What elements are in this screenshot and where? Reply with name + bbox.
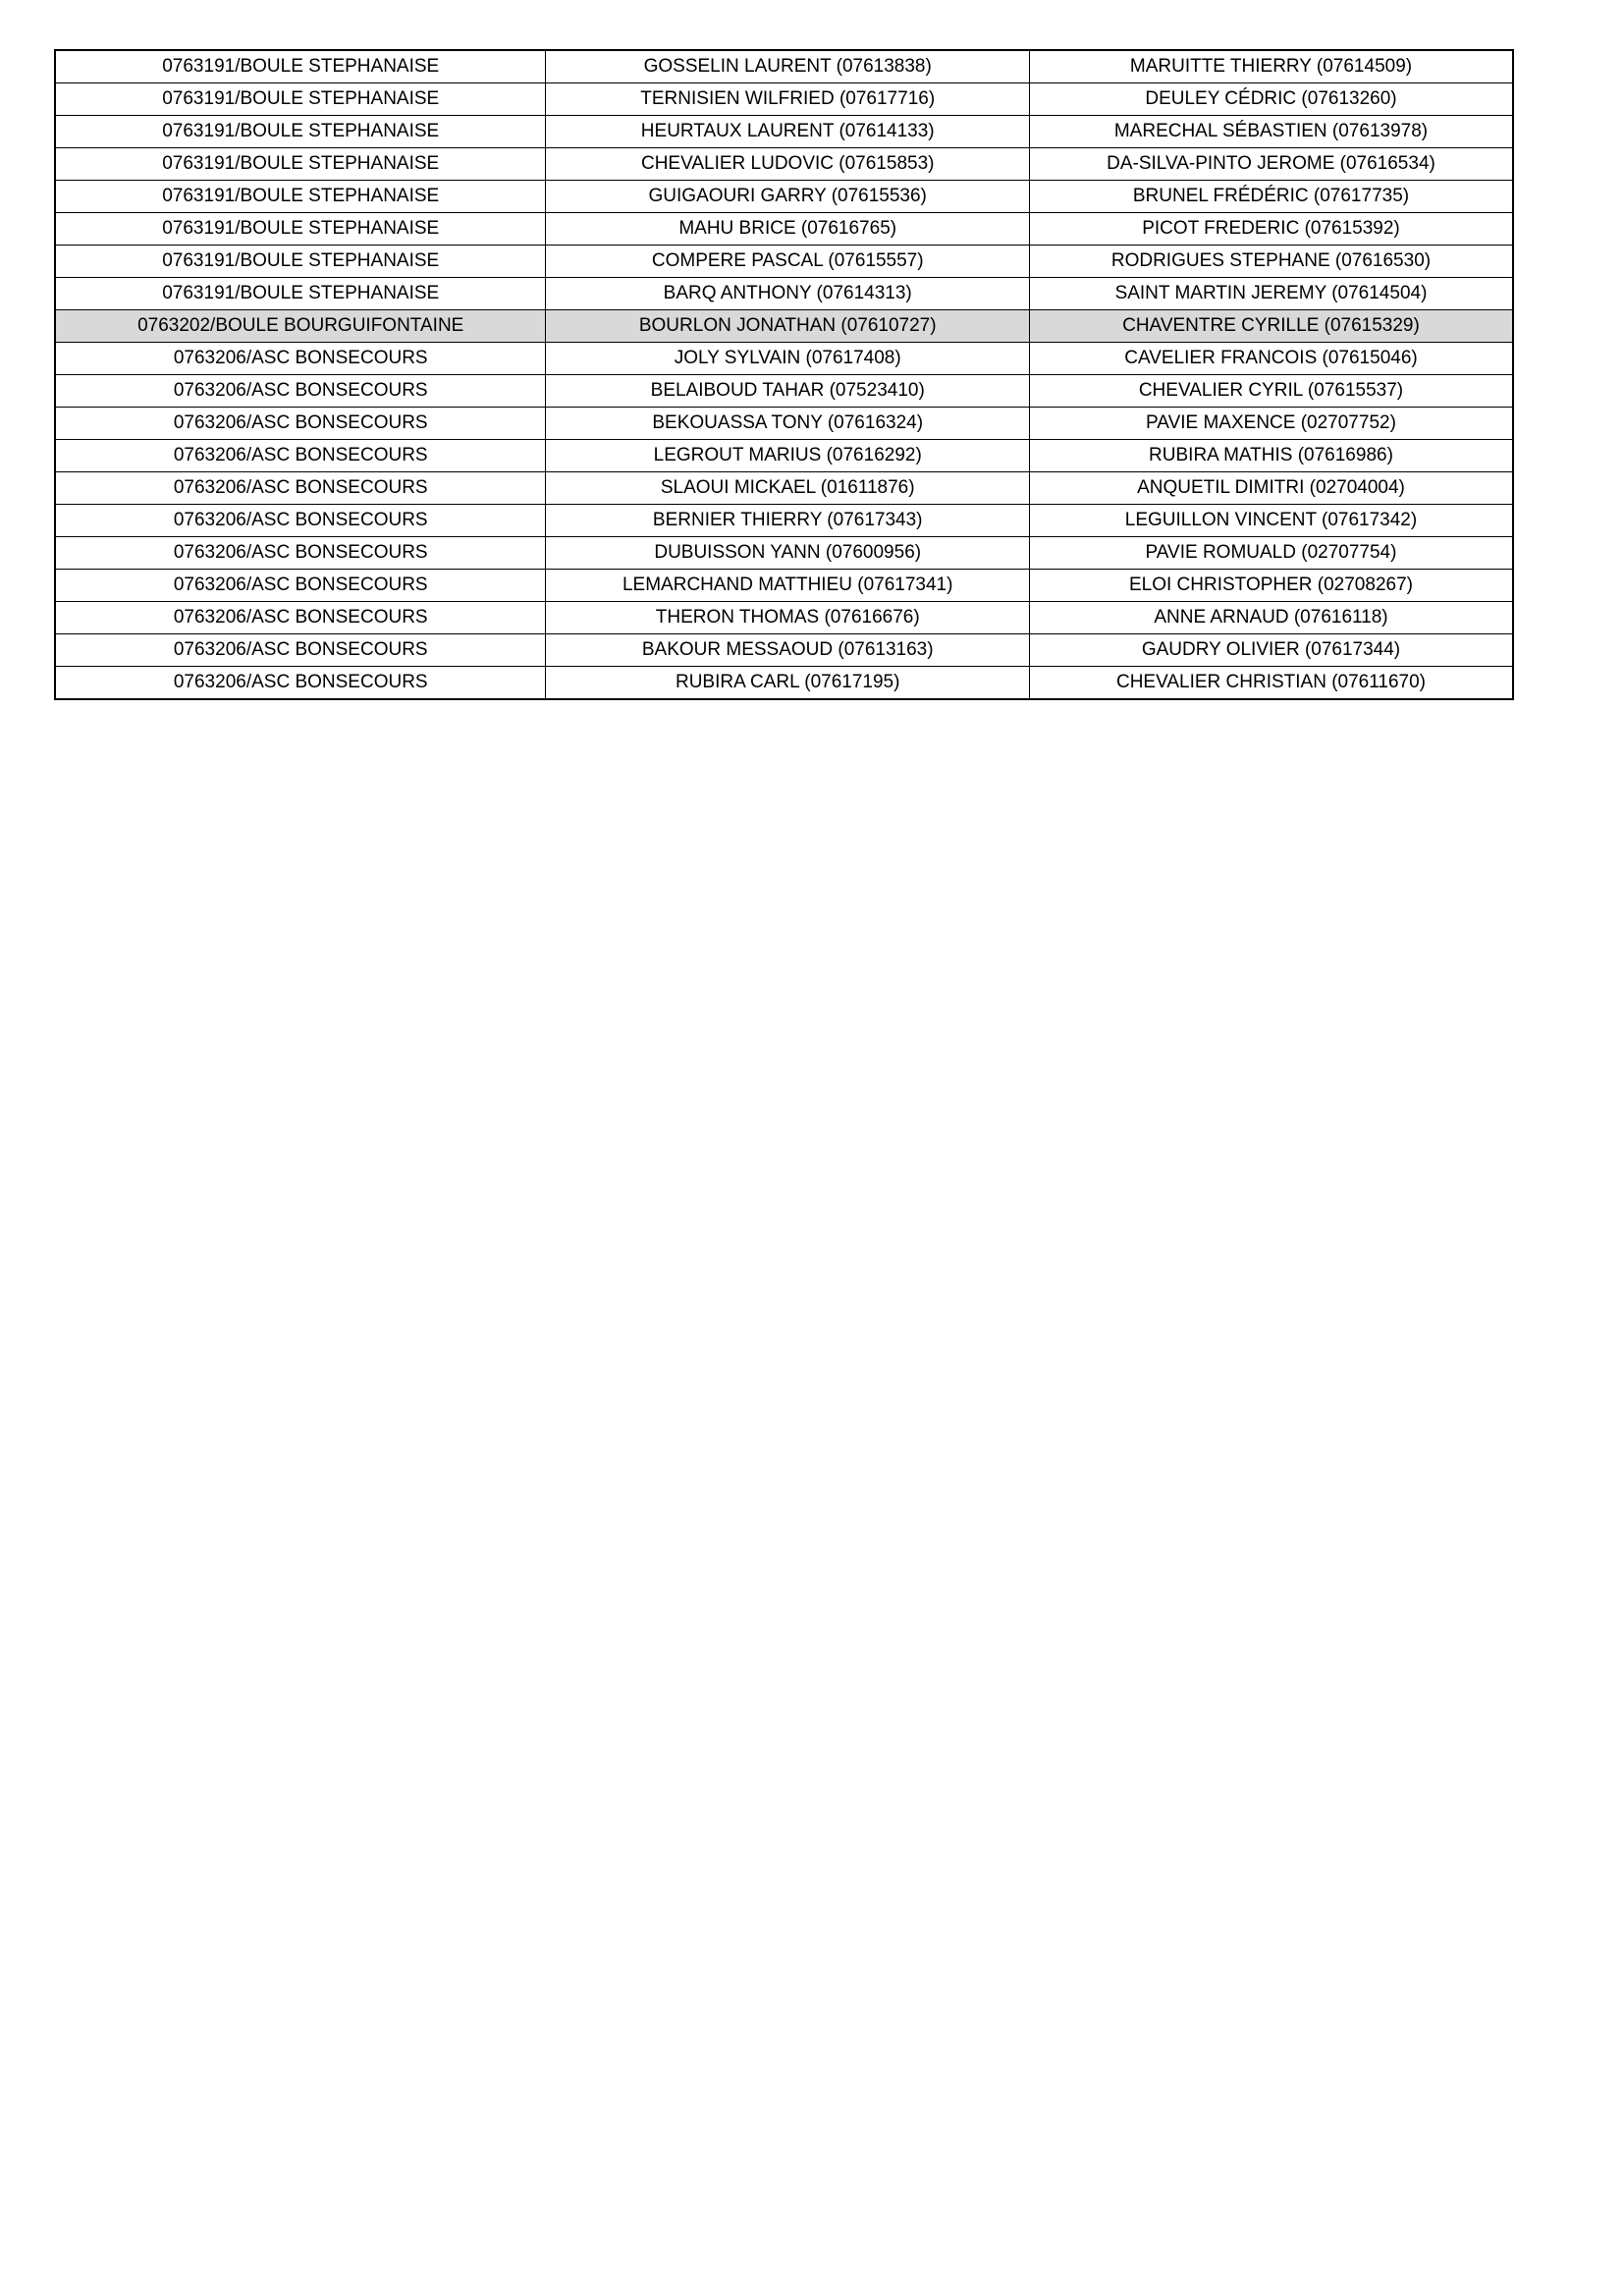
member-two-cell: LEGUILLON VINCENT (07617342) [1029, 505, 1513, 537]
table-row [55, 50, 1513, 83]
club-cell: 0763206/ASC BONSECOURS [55, 667, 546, 700]
club-cell: 0763206/ASC BONSECOURS [55, 375, 546, 408]
member-one-cell: RUBIRA CARL (07617195) [546, 667, 1030, 700]
table-row [55, 375, 1513, 408]
member-two-cell: GAUDRY OLIVIER (07617344) [1029, 634, 1513, 667]
member-one-cell: COMPERE PASCAL (07615557) [546, 246, 1030, 278]
member-one-cell: CHEVALIER LUDOVIC (07615853) [546, 148, 1030, 181]
club-cell: 0763206/ASC BONSECOURS [55, 408, 546, 440]
member-one-cell: DUBUISSON YANN (07600956) [546, 537, 1030, 570]
member-two-cell: BRUNEL FRÉDÉRIC (07617735) [1029, 181, 1513, 213]
member-two-cell: CHAVENTRE CYRILLE (07615329) [1029, 310, 1513, 343]
member-two-cell: ANQUETIL DIMITRI (02704004) [1029, 472, 1513, 505]
member-two-cell: ANNE ARNAUD (07616118) [1029, 602, 1513, 634]
table-row [55, 667, 1513, 700]
member-one-cell: BOURLON JONATHAN (07610727) [546, 310, 1030, 343]
member-two-cell: CHEVALIER CHRISTIAN (07611670) [1029, 667, 1513, 700]
table-row [55, 602, 1513, 634]
roster-table [54, 49, 1514, 700]
member-one-cell: TERNISIEN WILFRIED (07617716) [546, 83, 1030, 116]
roster-table-container [54, 49, 1514, 700]
table-row [55, 148, 1513, 181]
member-two-cell: PAVIE ROMUALD (02707754) [1029, 537, 1513, 570]
member-one-cell: LEGROUT MARIUS (07616292) [546, 440, 1030, 472]
table-row [55, 537, 1513, 570]
club-cell: 0763206/ASC BONSECOURS [55, 505, 546, 537]
club-cell: 0763206/ASC BONSECOURS [55, 343, 546, 375]
member-one-cell: BELAIBOUD TAHAR (07523410) [546, 375, 1030, 408]
member-two-cell: RODRIGUES STEPHANE (07616530) [1029, 246, 1513, 278]
member-one-cell: HEURTAUX LAURENT (07614133) [546, 116, 1030, 148]
club-cell: 0763191/BOULE STEPHANAISE [55, 278, 546, 310]
table-row [55, 634, 1513, 667]
member-two-cell: DA-SILVA-PINTO JEROME (07616534) [1029, 148, 1513, 181]
club-cell: 0763191/BOULE STEPHANAISE [55, 148, 546, 181]
member-one-cell: BAKOUR MESSAOUD (07613163) [546, 634, 1030, 667]
member-one-cell: JOLY SYLVAIN (07617408) [546, 343, 1030, 375]
table-row [55, 246, 1513, 278]
member-one-cell: BEKOUASSA TONY (07616324) [546, 408, 1030, 440]
table-row [55, 570, 1513, 602]
table-row [55, 83, 1513, 116]
member-one-cell: BARQ ANTHONY (07614313) [546, 278, 1030, 310]
member-two-cell: MARUITTE THIERRY (07614509) [1029, 50, 1513, 83]
member-one-cell: MAHU BRICE (07616765) [546, 213, 1030, 246]
table-row [55, 310, 1513, 343]
club-cell: 0763206/ASC BONSECOURS [55, 602, 546, 634]
member-one-cell: GOSSELIN LAURENT (07613838) [546, 50, 1030, 83]
member-two-cell: MARECHAL SÉBASTIEN (07613978) [1029, 116, 1513, 148]
club-cell: 0763191/BOULE STEPHANAISE [55, 246, 546, 278]
member-two-cell: PICOT FREDERIC (07615392) [1029, 213, 1513, 246]
table-row [55, 181, 1513, 213]
table-row [55, 278, 1513, 310]
member-two-cell: ELOI CHRISTOPHER (02708267) [1029, 570, 1513, 602]
member-two-cell: CHEVALIER CYRIL (07615537) [1029, 375, 1513, 408]
member-two-cell: DEULEY CÉDRIC (07613260) [1029, 83, 1513, 116]
table-row [55, 408, 1513, 440]
club-cell: 0763206/ASC BONSECOURS [55, 440, 546, 472]
club-cell: 0763191/BOULE STEPHANAISE [55, 50, 546, 83]
member-one-cell: THERON THOMAS (07616676) [546, 602, 1030, 634]
club-cell: 0763202/BOULE BOURGUIFONTAINE [55, 310, 546, 343]
member-two-cell: CAVELIER FRANCOIS (07615046) [1029, 343, 1513, 375]
table-row [55, 472, 1513, 505]
member-one-cell: GUIGAOURI GARRY (07615536) [546, 181, 1030, 213]
table-row [55, 440, 1513, 472]
club-cell: 0763206/ASC BONSECOURS [55, 570, 546, 602]
club-cell: 0763191/BOULE STEPHANAISE [55, 116, 546, 148]
club-cell: 0763191/BOULE STEPHANAISE [55, 181, 546, 213]
member-two-cell: RUBIRA MATHIS (07616986) [1029, 440, 1513, 472]
club-cell: 0763191/BOULE STEPHANAISE [55, 83, 546, 116]
club-cell: 0763206/ASC BONSECOURS [55, 472, 546, 505]
member-two-cell: PAVIE MAXENCE (02707752) [1029, 408, 1513, 440]
roster-table-body [55, 50, 1513, 699]
table-row [55, 343, 1513, 375]
member-one-cell: BERNIER THIERRY (07617343) [546, 505, 1030, 537]
table-row [55, 213, 1513, 246]
club-cell: 0763206/ASC BONSECOURS [55, 537, 546, 570]
member-two-cell: SAINT MARTIN JEREMY (07614504) [1029, 278, 1513, 310]
table-row [55, 505, 1513, 537]
member-one-cell: SLAOUI MICKAEL (01611876) [546, 472, 1030, 505]
table-row [55, 116, 1513, 148]
member-one-cell: LEMARCHAND MATTHIEU (07617341) [546, 570, 1030, 602]
club-cell: 0763191/BOULE STEPHANAISE [55, 213, 546, 246]
club-cell: 0763206/ASC BONSECOURS [55, 634, 546, 667]
